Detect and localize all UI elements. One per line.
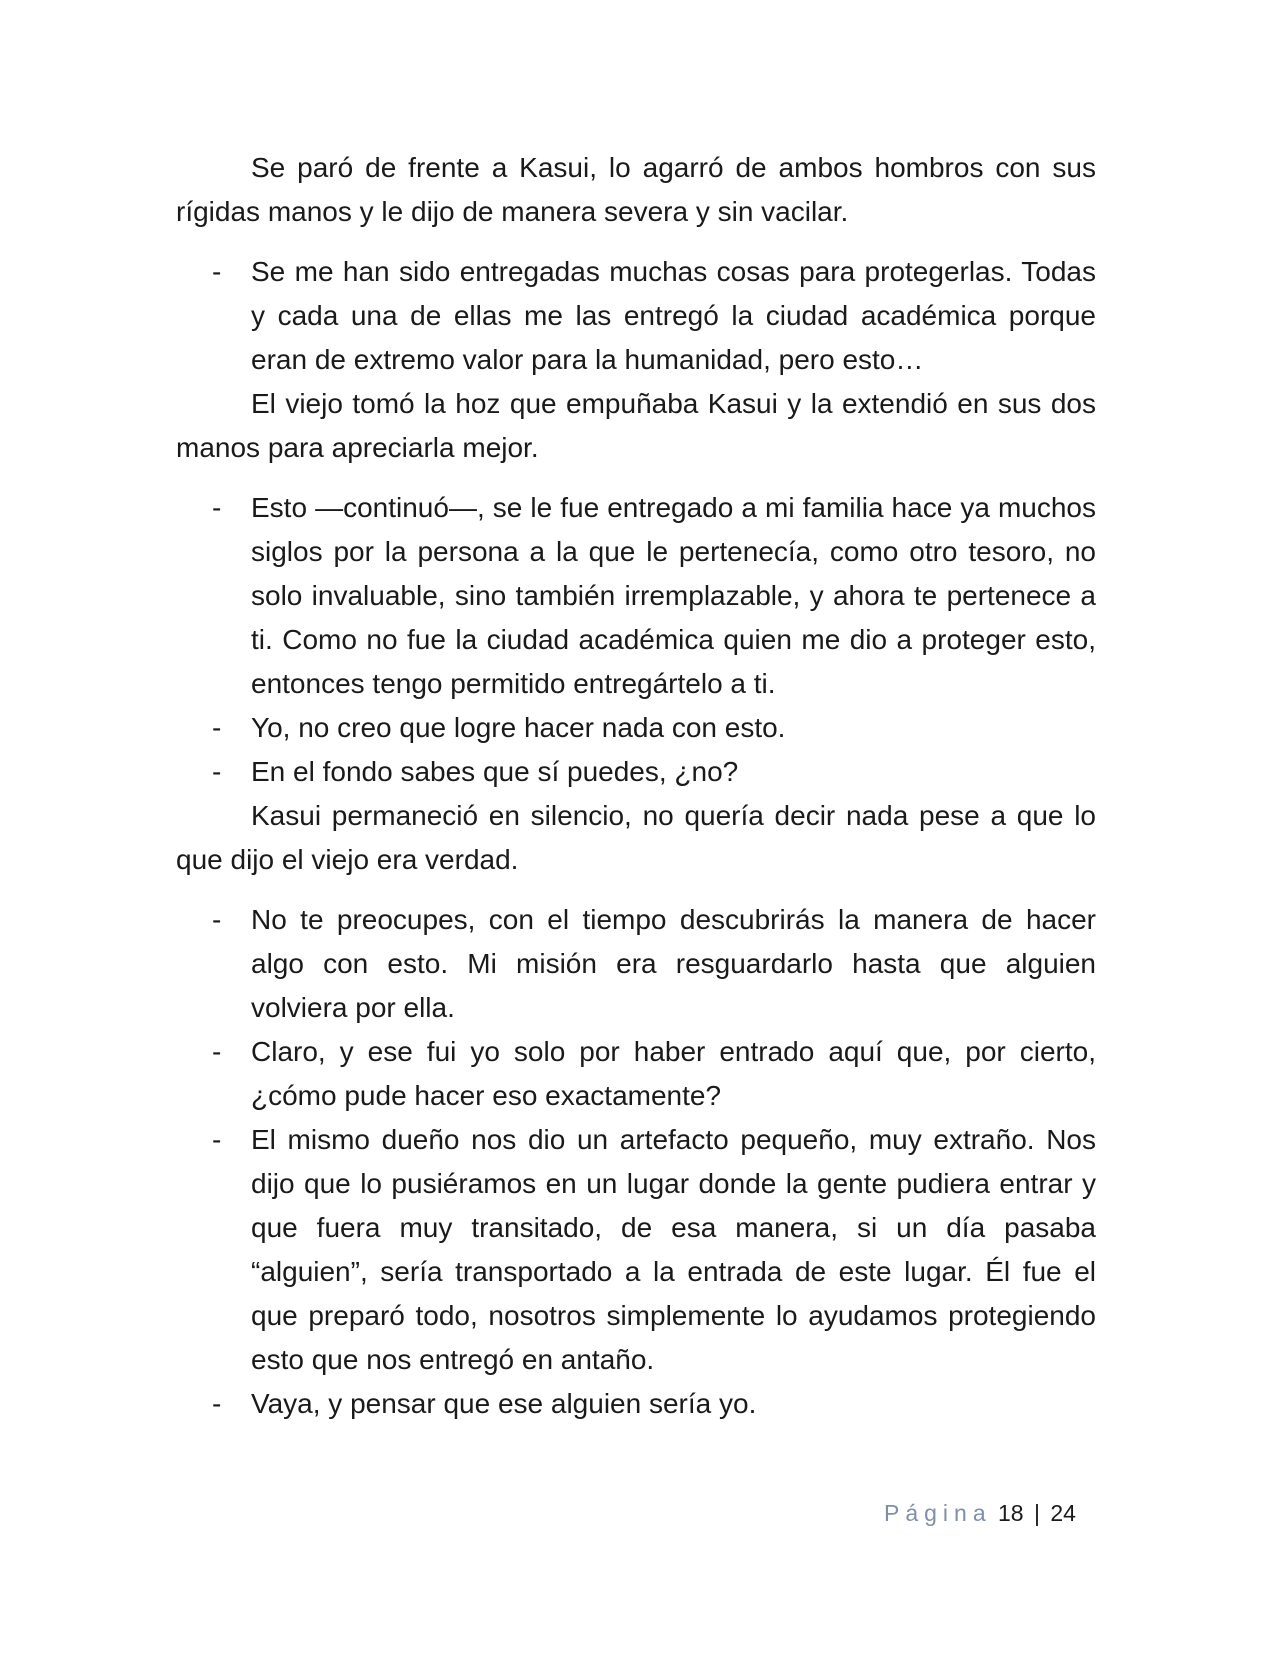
dialogue-dash: -	[212, 1036, 222, 1067]
dialogue-line	[176, 898, 1096, 1030]
dialogue-text: En el fondo sabes que sí puedes, ¿no?	[251, 756, 739, 787]
dialogue-text: Esto —continuó—, se le fue entregado a mi familia hace ya muchos siglos por la persona a la que le pertenecía, como otro tesoro, no solo invaluable, sino también irremplazable, y ahora te pertenece a ti. Como no fue la ciudad académica quien me dio a proteger esto, entonces tengo permitido entregártelo a ti.	[251, 492, 1096, 699]
dialogue-dash: -	[212, 256, 222, 287]
dialogue-line	[176, 1030, 1096, 1118]
dialogue-line	[176, 1382, 1096, 1426]
dialogue-line	[176, 1118, 1096, 1382]
dialogue-line	[176, 486, 1096, 706]
dialogue-dash: -	[212, 492, 222, 523]
narration-paragraph: Se paró de frente a Kasui, lo agarró de ambos hombros con sus rígidas manos y le dijo de manera severa y sin vacilar.	[176, 152, 1096, 227]
dialogue-text: El mismo dueño nos dio un artefacto pequeño, muy extraño. Nos dijo que lo pusiéramos en un lugar donde la gente pudiera entrar y que fuera muy transitado, de esa manera, si un día pasaba “alguien”, sería transportado a la entrada de este lugar. Él fue el que preparó todo, nosotros simplemente lo ayudamos protegiendo esto que nos entregó en antaño.	[251, 1124, 1096, 1375]
dialogue-line	[176, 706, 1096, 750]
dialogue-dash: -	[212, 712, 222, 743]
body-text	[176, 146, 1096, 1426]
current-page-number: 18	[998, 1500, 1024, 1526]
dialogue-text: Claro, y ese fui yo solo por haber entrado aquí que, por cierto, ¿cómo pude hacer eso exactamente?	[251, 1036, 1096, 1111]
narration-paragraph: El viejo tomó la hoz que empuñaba Kasui y la extendió en sus dos manos para apreciarla mejor.	[176, 388, 1096, 463]
dialogue-line	[176, 750, 1096, 794]
narration-paragraph: Kasui permaneció en silencio, no quería decir nada pese a que lo que dijo el viejo era verdad.	[176, 800, 1096, 875]
dialogue-line	[176, 250, 1096, 382]
dialogue-text: Yo, no creo que logre hacer nada con esto.	[251, 712, 786, 743]
dialogue-dash: -	[212, 1124, 222, 1155]
dialogue-text: Vaya, y pensar que ese alguien sería yo.	[251, 1388, 757, 1419]
page-footer	[884, 1498, 1076, 1528]
page-separator: |	[1034, 1500, 1040, 1526]
dialogue-dash: -	[212, 1388, 222, 1419]
dialogue-dash: -	[212, 756, 222, 787]
dialogue-text: No te preocupes, con el tiempo descubrirás la manera de hacer algo con esto. Mi misión era resguardarlo hasta que alguien volviera por ella.	[251, 904, 1096, 1023]
page-label: Página	[884, 1500, 992, 1526]
total-pages: 24	[1050, 1500, 1076, 1526]
dialogue-text: Se me han sido entregadas muchas cosas para protegerlas. Todas y cada una de ellas me las entregó la ciudad académica porque eran de extremo valor para la humanidad, pero esto…	[251, 256, 1096, 375]
dialogue-dash: -	[212, 904, 222, 935]
